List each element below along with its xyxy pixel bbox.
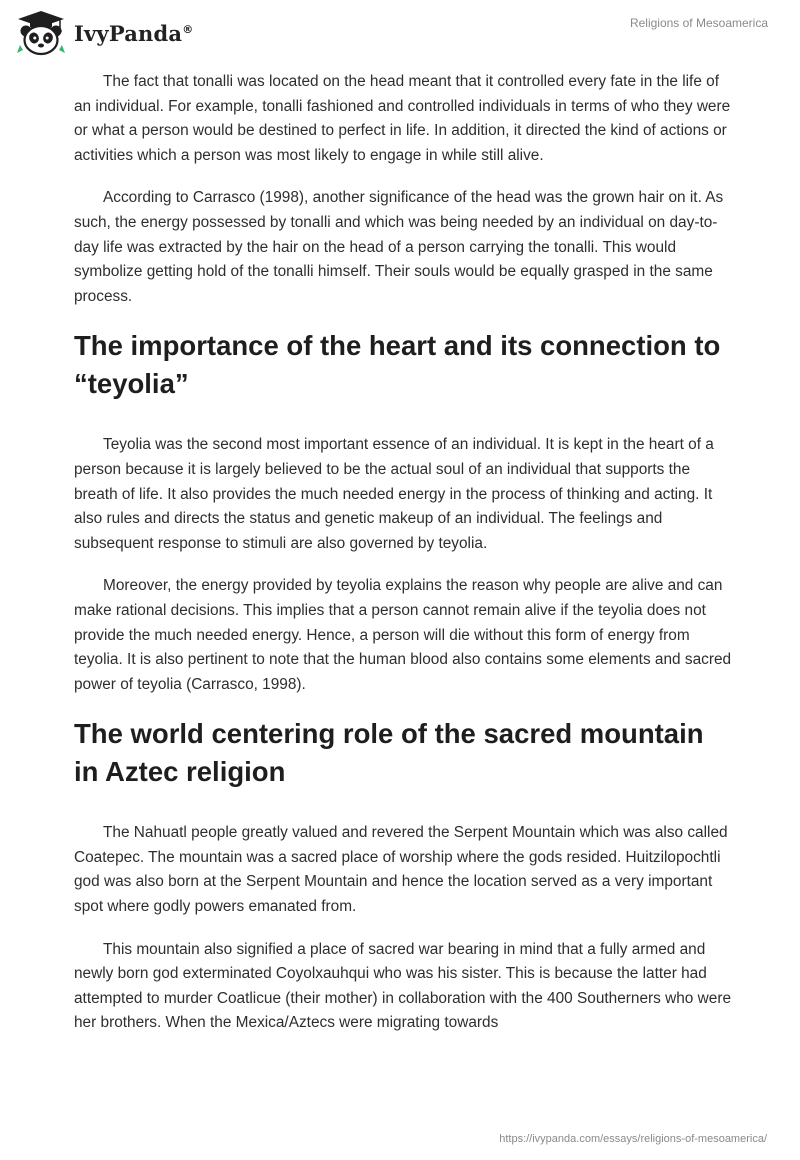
brand-logo[interactable]: [14, 9, 193, 57]
source-url[interactable]: https://ivypanda.com/essays/religions-of-mesoamerica/: [499, 1133, 767, 1145]
panda-graduate-icon: [14, 9, 68, 57]
section-heading: The world centering role of the sacred mountain in Aztec religion: [74, 718, 704, 788]
paragraph: Teyolia was the second most important essence of an individual. It is kept in the heart of a person because it is largely believed to be the actual soul of an individual that supports the breath of life. It also provides the much needed energy in the process of thinking and acting. It also rules and directs the status and genetic makeup of an individual. The feelings and subsequent response to stimuli are also governed by teyolia.: [74, 436, 714, 552]
page-header: [0, 0, 800, 64]
brand-name: IvyPanda®: [74, 20, 194, 46]
paragraph: Moreover, the energy provided by teyolia explains the reason why people are alive and can make rational decisions. This implies that a person cannot remain alive if the teyolia does not provide the much needed energy. Hence, a person will die without this form of energy from teyolia. It is also pertinent to note that the human blood also contains some elements and sacred power of teyolia (Carrasco, 1998).: [74, 577, 732, 693]
essay-content: [74, 70, 734, 1054]
paragraph: According to Carrasco (1998), another significance of the head was the grown hair on it. As such, the energy possessed by tonalli and which was being needed by an individual on day-to-day life was extracted by the hair on the head of a person carrying the tonalli. This would symbolize getting hold of the tonalli himself. Their souls would be equally grasped in the same process.: [74, 189, 724, 305]
paragraph: This mountain also signified a place of sacred war bearing in mind that a fully armed and newly born god exterminated Coyolxauhqui who was his sister. This is because the latter had attempted to murder Coatlicue (their mother) in collaboration with the 400 Southerners who were her brothers. When the Mexica/Aztecs were migrating towards: [74, 940, 732, 1032]
document-title: Religions of Mesoamerica: [629, 16, 768, 30]
registered-mark: ®: [182, 22, 194, 36]
paragraph: The fact that tonalli was located on the head meant that it controlled every fate in the life of an individual. For example, tonalli fashioned and controlled individuals in terms of who they were or what a person would be destined to perfect in life. In addition, it directed the kind of actions or activities which a person was most likely to engage in while still alive.: [74, 73, 731, 164]
paragraph: The Nahuatl people greatly valued and revered the Serpent Mountain which was also called Coatepec. The mountain was a sacred place of worship where the gods resided. Huitzilopochtli god was also born at the Serpent Mountain and hence the location served as a very important spot where godly powers emanated from.: [74, 824, 728, 916]
section-heading: The importance of the heart and its connection to “teyolia”: [74, 330, 721, 400]
